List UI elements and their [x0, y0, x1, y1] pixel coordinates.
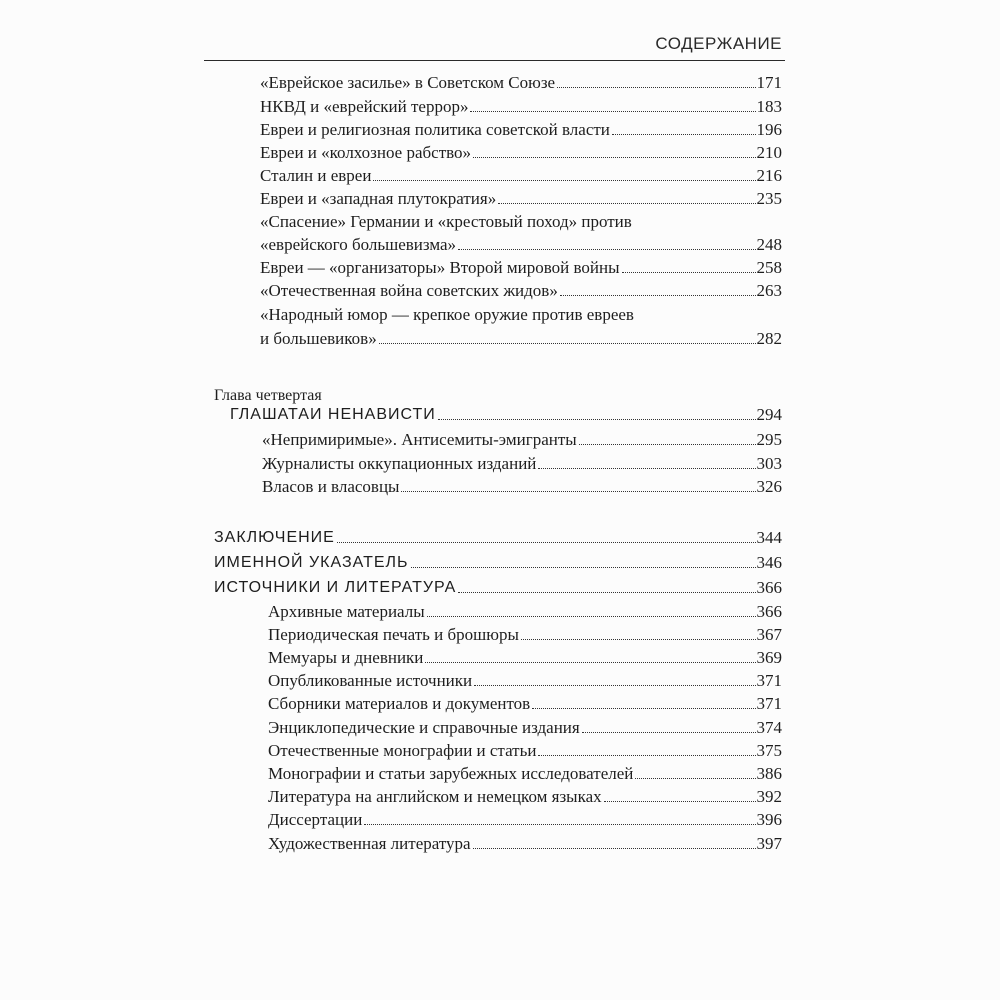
toc-entry[interactable] [268, 783, 782, 807]
toc-entry-title: Сталин и евреи [260, 166, 372, 185]
toc-entry[interactable] [260, 69, 782, 93]
toc-entry[interactable] [260, 116, 782, 140]
toc-entry[interactable] [260, 325, 782, 349]
toc-entry-title: Литература на английском и немецком языках [268, 787, 602, 806]
toc-entry-page: 248 [756, 235, 782, 254]
dot-leader [557, 87, 755, 88]
chapter-heading-page: 294 [756, 405, 782, 424]
dot-leader [337, 542, 756, 543]
index-entry[interactable] [214, 549, 782, 573]
toc-entry-page: 235 [756, 189, 782, 208]
toc-entry[interactable] [260, 254, 782, 278]
toc-entry[interactable] [262, 450, 782, 474]
dot-leader [401, 491, 755, 492]
dot-leader [364, 824, 755, 825]
chapter-heading-title: ГЛАШАТАИ НЕНАВИСТИ [230, 406, 436, 423]
toc-entry-title: «Отечественная война советских жидов» [260, 281, 558, 300]
chapter-label: Глава четвертая [214, 387, 322, 404]
toc-entry[interactable] [268, 644, 782, 668]
toc-entry-page: 216 [756, 166, 782, 185]
toc-entry[interactable] [262, 426, 782, 450]
dot-leader [532, 708, 755, 709]
toc-entry[interactable] [268, 760, 782, 784]
toc-entry-title: Художественная литература [268, 834, 471, 853]
toc-entry-page: 369 [756, 648, 782, 667]
toc-entry[interactable] [268, 667, 782, 691]
conclusion-title: ЗАКЛЮЧЕНИЕ [214, 529, 335, 546]
dot-leader [582, 732, 756, 733]
dot-leader [498, 203, 755, 204]
toc-entry[interactable] [268, 621, 782, 645]
toc-entry[interactable] [268, 737, 782, 761]
toc-entry-page: 371 [756, 671, 782, 690]
sources-entry[interactable] [214, 574, 782, 598]
dot-leader [373, 180, 755, 181]
dot-leader [425, 662, 755, 663]
toc-entry-title: Энциклопедические и справочные издания [268, 718, 580, 737]
toc-entry-title: Монографии и статьи зарубежных исследователей [268, 764, 634, 783]
toc-entry-page: 263 [756, 281, 782, 300]
dot-leader [473, 157, 755, 158]
toc-entry-title: Опубликованные источники [268, 671, 473, 690]
toc-entry-page: 374 [756, 718, 782, 737]
toc-entry[interactable] [260, 277, 782, 301]
toc-entry-page: 196 [756, 120, 782, 139]
conclusion-page: 344 [756, 528, 782, 547]
toc-entry-title: и большевиков» [260, 329, 377, 348]
dot-leader [612, 134, 756, 135]
toc-entry-title: Сборники материалов и документов [268, 694, 531, 713]
toc-entry-page: 295 [756, 430, 782, 449]
dot-leader [470, 111, 755, 112]
dot-leader [438, 419, 756, 420]
dot-leader [635, 778, 755, 779]
dot-leader [538, 755, 755, 756]
toc-entry-page: 326 [756, 477, 782, 496]
dot-leader [458, 592, 755, 593]
toc-entry-page: 396 [756, 810, 782, 829]
toc-entry-title: Мемуары и дневники [268, 648, 424, 667]
toc-entry-title: «еврейского большевизма» [260, 235, 457, 254]
toc-entry-page: 210 [756, 143, 782, 162]
toc-entry[interactable] [268, 806, 782, 830]
toc-entry[interactable] [260, 185, 782, 209]
dot-leader [538, 468, 755, 469]
toc-entry[interactable] [268, 830, 782, 854]
toc-entry-page: 282 [756, 329, 782, 348]
index-page: 346 [756, 553, 782, 572]
toc-entry-page: 171 [756, 73, 782, 92]
toc-entry-title-first-line: «Народный юмор — крепкое оружие против евреев [260, 305, 634, 324]
dot-leader [579, 444, 756, 445]
toc-entry-title: «Еврейское засилье» в Советском Союзе [260, 73, 556, 92]
toc-entry-title: Евреи и религиозная политика советской власти [260, 120, 610, 139]
sources-title: ИСТОЧНИКИ И ЛИТЕРАТУРА [214, 579, 457, 596]
toc-entry-page: 392 [756, 787, 782, 806]
dot-leader [604, 801, 756, 802]
dot-leader [458, 249, 755, 250]
toc-entry[interactable] [260, 231, 782, 255]
toc-entry-page: 397 [756, 834, 782, 853]
dot-leader [622, 272, 756, 273]
chapter-heading[interactable] [230, 401, 782, 425]
toc-entry-title: Евреи и «колхозное рабство» [260, 143, 472, 162]
toc-entry[interactable] [268, 690, 782, 714]
toc-entry-title: «Непримиримые». Антисемиты-эмигранты [262, 430, 577, 449]
page-header-title: СОДЕРЖАНИЕ [655, 34, 782, 53]
dot-leader [521, 639, 756, 640]
toc-entry-title: Отечественные монографии и статьи [268, 741, 537, 760]
dot-leader [473, 848, 756, 849]
toc-entry-page: 183 [756, 97, 782, 116]
toc-entry-page: 303 [756, 454, 782, 473]
toc-entry-title-first-line: «Спасение» Германии и «крестовый поход» против [260, 212, 632, 231]
dot-leader [427, 616, 756, 617]
toc-entry[interactable] [260, 93, 782, 117]
dot-leader [474, 685, 755, 686]
toc-entry[interactable] [260, 162, 782, 186]
conclusion-entry[interactable] [214, 524, 782, 548]
toc-entry[interactable] [268, 714, 782, 738]
toc-entry-page: 375 [756, 741, 782, 760]
toc-entry-title: Евреи — «организаторы» Второй мировой войны [260, 258, 620, 277]
toc-entry-page: 367 [756, 625, 782, 644]
toc-entry[interactable] [268, 598, 782, 622]
toc-entry-page: 371 [756, 694, 782, 713]
dot-leader [411, 567, 756, 568]
dot-leader [560, 295, 756, 296]
toc-entry-title: НКВД и «еврейский террор» [260, 97, 469, 116]
sources-page: 366 [756, 578, 782, 597]
toc-entry-title: Диссертации [268, 810, 363, 829]
toc-entry-title: Журналисты оккупационных изданий [262, 454, 537, 473]
toc-entry[interactable] [262, 473, 782, 497]
header-rule [204, 60, 785, 61]
toc-entry-title: Периодическая печать и брошюры [268, 625, 519, 644]
toc-entry-page: 386 [756, 764, 782, 783]
toc-entry-page: 258 [756, 258, 782, 277]
toc-entry-title: Власов и власовцы [262, 477, 400, 496]
toc-entry-page: 366 [756, 602, 782, 621]
index-title: ИМЕННОЙ УКАЗАТЕЛЬ [214, 554, 409, 571]
dot-leader [379, 343, 756, 344]
toc-entry-title: Евреи и «западная плутократия» [260, 189, 497, 208]
toc-entry-title: Архивные материалы [268, 602, 425, 621]
toc-entry[interactable] [260, 139, 782, 163]
